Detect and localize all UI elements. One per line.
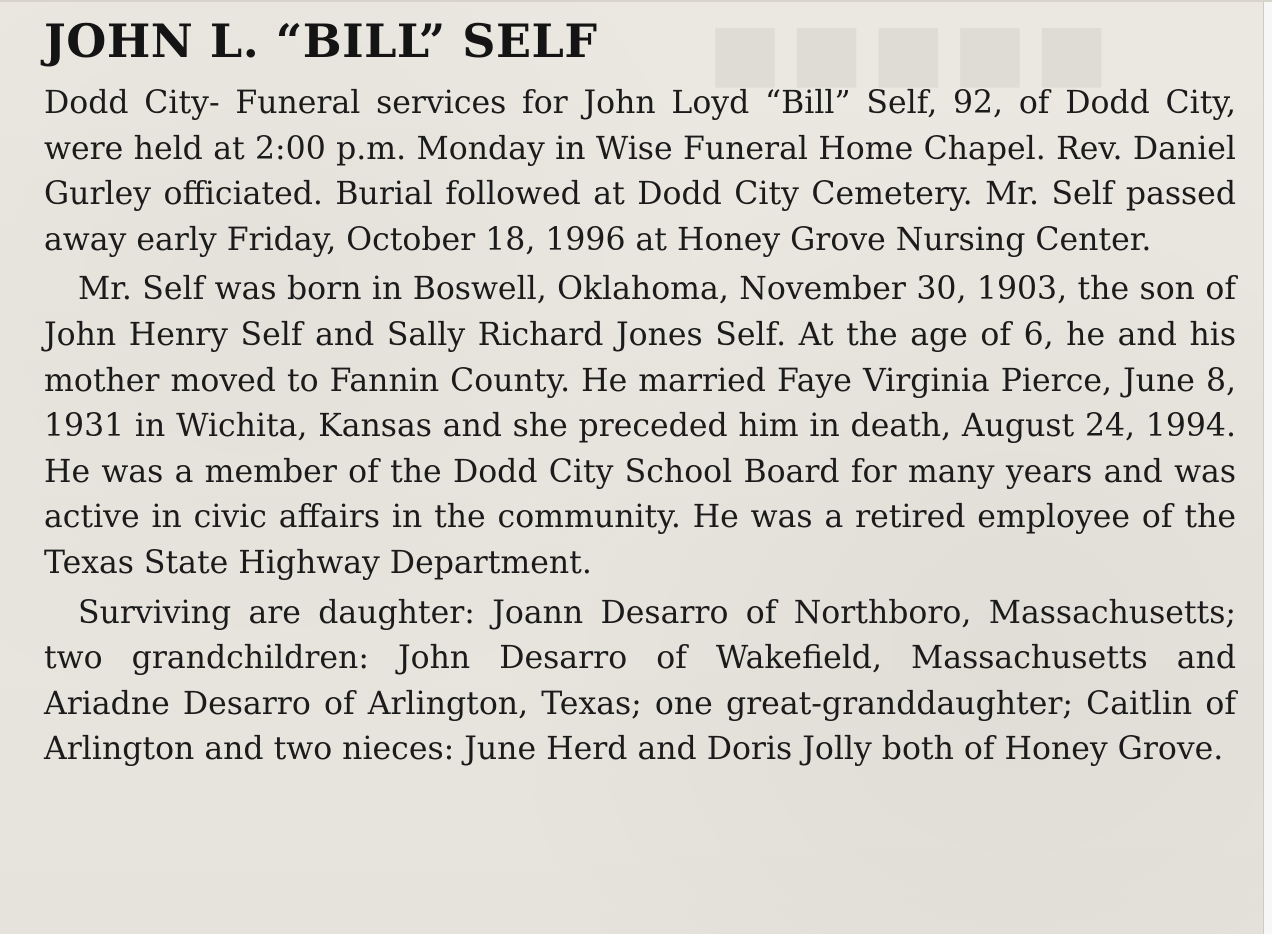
paragraph-services: Dodd City- Funeral services for John Loyd “Bill” Self, 92, of Dodd City, were held at 2:00 p.m. Monday in Wise Funeral Home Chapel. Rev. Daniel Gurley officiated. Burial followed at Dodd City Cemetery. Mr. Self passed away early Friday, October 18, 1996 at Honey Grove Nursing Center. bbox=[44, 85, 1236, 258]
show-through-text: ■■■■■ bbox=[700, 6, 1109, 97]
obituary-headline: JOHN L. “BILL” SELF bbox=[44, 14, 598, 68]
paragraph-biography: Mr. Self was born in Boswell, Oklahoma, November 30, 1903, the son of John Henry Self and Sally Richard Jones Self. At the age of 6, he and his mother moved to Fannin County. He married Faye Virginia Pierce, June 8, 1931 in Wichita, Kansas and she preceded him in death, August 24, 1994. He was a member of the Dodd City School Board for many years and was active in civic affairs in the community. He was a retired employee of the Texas State Highway Department. bbox=[44, 271, 1236, 581]
obituary-body bbox=[44, 81, 1236, 773]
paragraph-survivors: Surviving are daughter: Joann Desarro of Northboro, Massachusetts; two grandchildren: John Desarro of Wakefield, Massachusetts and Ariadne Desarro of Arlington, Texas; one great-granddaughter; Caitlin of Arlington and two nieces: June Herd and Doris Jolly both of Honey Grove. bbox=[44, 594, 1236, 768]
page-edge bbox=[1263, 2, 1272, 934]
